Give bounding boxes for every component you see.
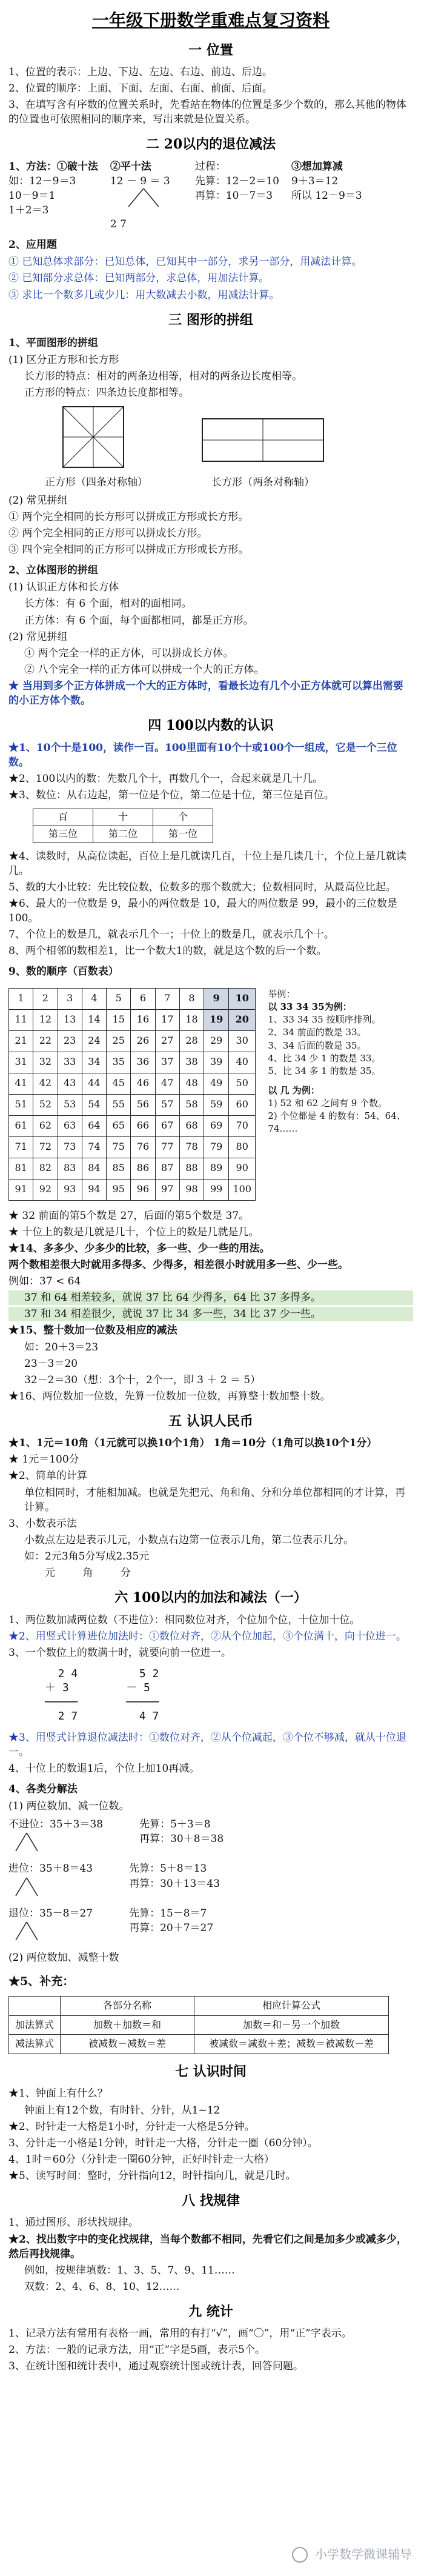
hundred-grid-cell: 76 — [131, 1136, 155, 1158]
supplement-heading: ★5、补充： — [8, 1975, 75, 1989]
hundred-grid-cell: 43 — [58, 1073, 82, 1094]
hundred-grid-cell: 11 — [9, 1009, 33, 1030]
hundred-grid-cell: 39 — [204, 1052, 229, 1073]
vertical-addition: 2 4 ＋ 3 ───── 2 7 — [45, 1667, 78, 1723]
solid-line: ② 八个完全一样的正方体可以拼成一个大的正方体。 — [24, 663, 265, 676]
position-line: 2、位置的顺序：上面、下面、左面、右面、前面、后面。 — [8, 82, 273, 95]
pattern-line: 1、通过图形、形状找规律。 — [8, 2217, 139, 2229]
pattern-line: 双数：2、4、6、8、10、12…… — [24, 2280, 180, 2293]
rectangle-figure: 长方形（两条对称轴） — [196, 404, 330, 489]
hundred-grid-cell: 90 — [229, 1158, 256, 1179]
hundred-grid-cell: 29 — [204, 1030, 229, 1052]
hundred-grid-heading: 9、数的顺序（百数表） — [8, 966, 119, 978]
practice-row: 退位：35－8＝27 先算：15－8＝7 再算：20＋7＝27 — [8, 1906, 413, 1947]
hundred-grid-cell: 26 — [131, 1030, 155, 1052]
hundred-grid-cell: 53 — [58, 1094, 82, 1115]
hundred-grid-cell: 65 — [107, 1115, 131, 1136]
hundred-grid-cell: 10 — [229, 988, 256, 1009]
time-line: 3、分针走一小格是1分钟，时针走一大格，分针走一圈（60分钟）。 — [8, 2137, 318, 2149]
money-line: 3、小数表示法 — [8, 1517, 77, 1530]
addition-line: 4、十位上的数退1后，个位上加10再减。 — [8, 1762, 200, 1775]
hundred-grid-cell: 56 — [131, 1094, 155, 1115]
hundred-grid-cell: 81 — [9, 1158, 33, 1179]
hundred-grid-cell: 59 — [204, 1094, 229, 1115]
hundred-grid-cell: 19 — [204, 1009, 229, 1030]
hundred-grid-cell: 86 — [131, 1158, 155, 1179]
hundred-grid-cell: 91 — [9, 1179, 33, 1200]
hundred-grid-cell: 38 — [179, 1052, 204, 1073]
application-line: ① 已知总体求部分：已知总体，已知其中一部分，求另一部分，用减法计算。 — [8, 256, 362, 269]
formula-table: 各部分名称 相应计算公式 加法算式 加数＋加数＝和 加数＝和－另一个加数 减法算式 被减数－减数＝差 被减数＝减数＋差；减数＝被减数－差 — [8, 1996, 389, 2054]
application-line: ② 已知部分求总体：已知两部分，求总体，用加法计算。 — [8, 272, 270, 285]
hundred-grid-row — [9, 1009, 256, 1030]
practice-no-carry: 不进位：35＋3＝38 — [8, 1817, 103, 1858]
money-line: 单位相同时，才能相加减。也就是先把元、角和角、分和分单位都相同的才计算，再计算。 — [24, 1486, 405, 1513]
split-tree-icon — [8, 1877, 69, 1898]
section-heading-time: 七 认识时间 — [175, 2064, 247, 2080]
hundred-grid-cell: 87 — [155, 1158, 179, 1179]
solid-note: ★ 当用到多个正方体拼成一个大的正方体时，看最长边有几个小正方体就可以算出需要的小正方体个数。 — [8, 680, 403, 707]
hundred-grid-row — [9, 1052, 256, 1073]
number-line: ★3、数位：从右边起，第一位是个位，第二位是十位，第三位是百位。 — [8, 789, 334, 801]
hundred-grid-cell: 98 — [179, 1179, 204, 1200]
hundred-grid-cell: 96 — [131, 1179, 155, 1200]
hundred-grid-cell: 30 — [229, 1030, 256, 1052]
hundred-grid-cell: 20 — [229, 1009, 256, 1030]
application-heading: 2、应用题 — [8, 239, 57, 252]
position-line: 3、在填写含有序数的位置关系时，先看站在物体的位置是多少个数的，那么其他的物体的位置也可依照相同的顺序来，写出来就是位置关系。 — [8, 99, 406, 126]
hundred-grid-cell: 93 — [58, 1179, 82, 1200]
hundred-grid-cell: 46 — [131, 1073, 155, 1094]
section-heading-position: 一 位置 — [188, 42, 233, 58]
planar-line: 长方形的特点：相对的两条边相等，相对的两条边长度相等。 — [24, 370, 302, 383]
hundred-grid-cell: 23 — [58, 1030, 82, 1052]
common-line: ② 两个完全相同的正方形可以拼成长方形。 — [8, 527, 208, 539]
hundred-grid-cell: 12 — [33, 1009, 58, 1030]
position-line: 1、位置的表示：上边、下边、左边、右边、前边、后边。 — [8, 65, 273, 78]
hundred-grid-cell: 33 — [58, 1052, 82, 1073]
vertical-subtraction: 5 2 － 5 ───── 4 7 — [126, 1667, 159, 1723]
common-line: ① 两个完全相同的长方形可以拼成正方形或长方形。 — [8, 510, 249, 523]
method-think-add: ③想加算减 9＋3＝12 所以 12－9＝3 — [291, 160, 362, 202]
hundred-grid-row — [9, 988, 256, 1009]
hundred-grid-cell: 49 — [204, 1073, 229, 1094]
hundred-grid-cell: 16 — [131, 1009, 155, 1030]
hundred-grid-cell: 74 — [82, 1136, 106, 1158]
hundred-grid-cell: 8 — [179, 988, 204, 1009]
money-line: 如：2元3角5分写成2.35元 — [24, 1550, 150, 1563]
hundred-grid — [8, 988, 256, 1201]
hundred-grid-cell: 47 — [155, 1073, 179, 1094]
planar-heading: 1、平面图形的拼组 — [8, 336, 98, 349]
hundred-grid-cell: 64 — [82, 1115, 106, 1136]
section-heading-numbers: 四 100以内数的认识 — [148, 718, 274, 734]
method-row — [8, 159, 413, 232]
hundred-grid-cell: 5 — [107, 988, 131, 1009]
hundred-grid-cell: 4 — [82, 988, 106, 1009]
hundred-grid-cell: 24 — [82, 1030, 106, 1052]
watermark: 小学数学微课辅导 — [292, 2546, 412, 2563]
hundred-grid-cell: 3 — [58, 988, 82, 1009]
hundred-grid-cell: 37 — [155, 1052, 179, 1073]
number-line: 8、两个相邻的数相差1，比一个数大1的数，就是这个数的后一个数。 — [8, 945, 327, 958]
hundred-grid-cell: 2 — [33, 988, 58, 1009]
hundred-grid-cell: 36 — [131, 1052, 155, 1073]
practice-row: 进位：35＋8＝43 先算：5＋8＝13 再算：30＋13＝43 — [8, 1861, 413, 1902]
hundred-grid-cell: 9 — [204, 988, 229, 1009]
hundred-grid-cell: 41 — [9, 1073, 33, 1094]
hundred-grid-cell: 66 — [131, 1115, 155, 1136]
hundred-grid-cell: 69 — [204, 1115, 229, 1136]
hundred-grid-cell: 88 — [179, 1158, 204, 1179]
hundred-grid-cell: 70 — [229, 1115, 256, 1136]
section-heading-shapes: 三 图形的拼组 — [168, 312, 253, 328]
page: 一年级下册数学重难点复习资料 一 位置 1、位置的表示：上边、下边、左边、右边、前边、后边。 2、位置的顺序：上面、下面、左面、右面、前面、后面。 3、在填写含有序数的位置关系时，先看站在物体的位置是多少个数的，那么其他的物体的位置也可依照相同的顺序来，写出来就是位置关系。 二 20以内的退位减法 1、方法：①破十法 如：12－9＝3 10－9＝1 1＋2＝3 ②平十法 12 － 9 ＝ 3 2 7 过程： 先算：12－2＝10 再算：10－7＝3 ③想加算减 9＋3＝12 所以 12－9＝3 2、应用题 ① 已知总体求部分：已知总体，已知其中一部分，求另一部分，用减法计算。 ② 已知部分求总体：已知两部分，求总体，用加法计算。 ③ 求比一个数多几或少几：用大数减去小数，用减法计算。 三 图形的拼组 1、平面图形的拼组 (1) 区分正方形和长方形 长方形的特点：相对的两条边相等，相对的两条边长度相等。 正方形的特点：四条边长度都相等。 正方形（四条对称轴） 长方形（两条对称轴） (2) 常见拼组 ① 两个完全相同的长方形可以拼成正方形或长方形。 ② 两个完全相同的正方形可以拼成长方形。 ③ 四个完全相同的正方形可以拼成正方形或长方形。 2、立体图形的拼组 (1) 认识正方体和长方体 长方体：有 6 个面，相对的面相同。 正方体：有 6 个面，每个面都相同，都是正方形。 (2) 常见拼组 ① 两个完全一样的正方体，可以拼成长方体。 ② 八个完全一样的正方体可以拼成一个大的正方体。 ★ 当用到多个正方体拼成一个大的正方体时，看最长边有几个小正方体就可以算出需要的小正方体个数。 四 100以内数的认识 ★1、10个十是100，读作一百。100里面有10个十或100个一组成，它是一个三位数。 ★2、100以内的数：先数几个十，再数几个一，合起来就是几十几。 ★3、数位：从右边起，第一位是个位，第二位是十位，第三位是百位。 百 十 个 第三位 第二位 第一位 ★4、读数时，从高位读起，百位上是几就读几百，十位上是几读几十，个位上是几就读几。 5、数的大小比较：先比较位数，位数多的那个数就大；位数相同时，从最高位比起。 ★6、最大的一位数是 9，最小的两位数是 10，最大的两位数是 99，最小的三位数是 100。 7、个位上的数是几，就表示几个一；十位上的数是几，就表示几个十。 8、两个相邻的数相差1，比一个数大1的数，就是这个数的后一个数。 9、数的顺序（百数表） 1 2 3 4 5 6 7 8 9 10 11 12 13 14 15 16 17 18 19 20 21 22 23 24 25 26 27 28 29 30 31 32 33 34 35 36 37 38 39 40 41 42 43 44 45 46 47 48 49 50 51 52 53 54 55 56 57 58 59 60 61 62 63 64 65 66 67 68 69 70 71 72 73 74 75 76 77 78 79 80 81 82 83 84 85 86 87 88 89 90 91 92 93 94 95 96 97 98 99 100 举例： 以 33 34 35为例： 1、33 34 35 按顺序排列。 2、34 前面的数是 33。 3、34 后面的数是 35。 4、比 34 少 1 的数是 33。 5、比 34 多 1 的数是 35。 以 几 为例： 1) 52 和 62 之间有 9 个数。 2) 个位都是 4 的数有：54、64、74…… ★ 32 前面的第5个数是 27，后面的第5个数是 37。 ★ 十位上的数是几就是几十，个位上的数是几就是几。 ★14、多多少、少多少的比较，多一些、少一些的用法。 两个数相差很大时就用多得多、少得多，相差很小时就用多一些、少一些。 例如：37 < 64 37 和 64 相差较多，就说 37 比 64 少得多，64 比 37 多得多。 37 和 34 相差很少，就说 37 比 34 多一些，34 比 37 少一些。 ★15、整十数加一位数及相应的减法 如：20＋3＝23 23－3＝20 32－2＝30（想：3个十，2个一，即 3 ＋ 2 ＝ 5） ★16、两位数加一位数，先算一位数加一位数，再算整十数加整十数。 五 认识人民币 ★1、1元＝10角（1元就可以换10个1角） 1角＝10分（1角可以换10个1分） ★ 1元＝100分 ★2、简单的计算 单位相同时，才能相加减。也就是先把元、角和角、分和分单位都相同的才计算，再计算。 3、小数表示法 小数点左边是表示几元，小数点右边第一位表示几角，第二位表示几分。 如：2元3角5分写成2.35元 元 角 分 六 100以内的加法和减法（一） 1、两位数加减两位数（不进位）：相同数位对齐，个位加个位，十位加十位。 ★2、用竖式计算进位加法时：①数位对齐，②从个位加起，③个位满十，向十位进一。 3、一个数位上的数满十时，就要向前一位进一。 2 4 ＋ 3 ───── 2 7 5 2 － 5 ───── 4 7 ★3、用竖式计算退位减法时：①数位对齐，②从个位减起，③个位不够减，就从十位退一。 4、十位上的数退1后，个位上加10再减。 4、各类分解法 (1) 两位数加、减一位数。 不进位：35＋3＝38 先算：5＋3＝8 再算：30＋8＝38 进位：35＋8＝43 先算：5＋8＝13 再算：30＋13＝43 退位：35－8＝27 先算：15－8＝7 再算：20＋7＝27 (2) 两位数加、减整十数 ★5、补充： 各部分名称 相应计算公式 加法算式 加数＋加数＝和 加数＝和－另一个加数 减法算式 被减数－减数＝差 被减数＝减数＋差；减数＝被减数－差 七 认识时间 ★1、钟面上有什么？ 钟面上有12个数，有时针、分针，从1~12 ★2、时针走一大格是1小时，分针走一大格是5分钟。 3、分针走一小格是1分钟，时针走一大格，分针走一圈（60分钟）。 4、1时＝60分（分针走一圈60分钟，正好时针走一大格） ★5、读写时间：整时，分针指向12，时针指向几，就是几时。 八 找规律 1、通过图形、形状找规律。 ★2、找出数字中的变化找规律，当每个数都不相同，先看它们之间是加多少或减多少，然后再找规律。 例如，按规律填数：1、3、5、7、9、11…… 双数：2、4、6、8、10、12…… 九 统计 1、记录方法有常用有表格一画，常用的有打“√”，画“〇”，用“正”字表示。 2、方法：一般的记录方法，用“正”字是5画，表示5个。 3、在统计图和统计表中，通过观察统计图或统计表，回答问题。 小学数学微课辅导 — [0, 0, 424, 2576]
hundred-grid-cell: 68 — [179, 1115, 204, 1136]
hundred-grid-cell: 82 — [33, 1158, 58, 1179]
hundred-grid-cell: 60 — [229, 1094, 256, 1115]
hundred-grid-cell: 83 — [58, 1158, 82, 1179]
hundred-grid-cell: 18 — [179, 1009, 204, 1030]
hundred-grid-cell: 44 — [82, 1073, 106, 1094]
hundred-grid-cell: 14 — [82, 1009, 106, 1030]
decomposition-tree — [110, 189, 183, 213]
hundred-grid-cell: 73 — [58, 1136, 82, 1158]
hundred-grid-cell: 58 — [179, 1094, 204, 1115]
page-title: 一年级下册数学重难点复习资料 — [91, 10, 330, 30]
hundred-grid-cell: 28 — [179, 1030, 204, 1052]
hundred-grid-cell: 84 — [82, 1158, 106, 1179]
solid-line: 长方体：有 6 个面，相对的面相同。 — [24, 598, 192, 610]
number-line: 37 和 64 相差较多，就说 37 比 64 少得多，64 比 37 多得多。 — [8, 1290, 413, 1305]
hundred-grid-cell: 51 — [9, 1094, 33, 1115]
split-tree-icon — [8, 1921, 69, 1943]
hundred-grid-cell: 63 — [58, 1115, 82, 1136]
section-heading-patterns: 八 找规律 — [182, 2193, 240, 2209]
stats-line: 1、记录方法有常用有表格一画，常用的有打“√”，画“〇”，用“正”字表示。 — [8, 2327, 352, 2340]
hundred-grid-cell: 21 — [9, 1030, 33, 1052]
number-line: 5、数的大小比较：先比较位数，位数多的那个数就大；位数相同时，从最高位比起。 — [8, 881, 396, 893]
number-line: ★14、多多少、少多少的比较，多一些、少一些的用法。 — [8, 1242, 270, 1255]
hundred-grid-cell: 62 — [33, 1115, 58, 1136]
time-line: ★2、时针走一大格是1小时，分针走一大格是5分钟。 — [8, 2120, 255, 2133]
section-heading-statistics: 九 统计 — [188, 2304, 233, 2320]
square-symmetry-icon — [51, 404, 142, 470]
section-heading-addition: 六 100以内的加法和减法（一） — [114, 1590, 307, 1606]
hundred-grid-cell: 31 — [9, 1052, 33, 1073]
hundred-grid-cell: 92 — [33, 1179, 58, 1200]
solid-line: (1) 认识正方体和长方体 — [8, 581, 119, 594]
number-line: ★15、整十数加一位数及相应的减法 — [8, 1324, 177, 1337]
money-line: 小数点左边是表示几元，小数点右边第一位表示几角，第二位表示几分。 — [24, 1533, 354, 1546]
addition-line: ★2、用竖式计算进位加法时：①数位对齐，②从个位加起，③个位满十，向十位进一。 — [8, 1630, 406, 1643]
hundred-grid-cell: 77 — [155, 1136, 179, 1158]
number-line: ★16、两位数加一位数，先算一位数加一位数，再算整十数加整十数。 — [8, 1390, 331, 1403]
hundred-grid-cell: 52 — [33, 1094, 58, 1115]
solid-heading: 2、立体图形的拼组 — [8, 564, 98, 577]
application-line: ③ 求比一个数多几或少几：用大数减去小数，用减法计算。 — [8, 289, 280, 301]
hundred-grid-cell: 72 — [33, 1136, 58, 1158]
hundred-grid-cell: 1 — [9, 988, 33, 1009]
solid-line: ① 两个完全一样的正方体，可以拼成长方体。 — [24, 647, 234, 659]
number-line: ★6、最大的一位数是 9，最小的两位数是 10，最大的两位数是 99，最小的三位数是 100。 — [8, 897, 398, 924]
hundred-grid-cell: 15 — [107, 1009, 131, 1030]
hundred-grid-cell: 13 — [58, 1009, 82, 1030]
stats-line: 3、在统计图和统计表中，通过观察统计图或统计表，回答问题。 — [8, 2360, 303, 2373]
practice-borrow: 退位：35－8＝27 — [8, 1906, 93, 1947]
number-line: 37 和 34 相差很少，就说 37 比 34 多一些，34 比 37 少一些。 — [8, 1307, 413, 1321]
stats-line: 2、方法：一般的记录方法，用“正”字是5画，表示5个。 — [8, 2344, 265, 2357]
hundred-grid-cell: 50 — [229, 1073, 256, 1094]
section-heading-money: 五 认识人民币 — [168, 1413, 253, 1429]
time-line: 钟面上有12个数，有时针、分针，从1~12 — [24, 2104, 220, 2117]
rectangle-symmetry-icon — [196, 404, 330, 470]
hundred-grid-cell: 40 — [229, 1052, 256, 1073]
solid-line: (2) 常见拼组 — [8, 630, 68, 643]
grid-notes: 举例： 以 33 34 35为例： 1、33 34 35 按顺序排列。 2、34 前面的数是 33。 3、34 后面的数是 35。 4、比 34 少 1 的数是 33。 5、比 34 多 1 的数是 35。 以 几 为例： 1) 52 和 62 之间有 9 个数。 2) 个位都是 4 的数有：54、64、74…… — [268, 988, 406, 1135]
money-line: ★2、简单的计算 — [8, 1470, 87, 1483]
hundred-grid-row — [9, 1094, 256, 1115]
vertical-calcs — [8, 1662, 413, 1729]
hundred-grid-cell: 78 — [179, 1136, 204, 1158]
hundred-grid-cell: 75 — [107, 1136, 131, 1158]
method-process: 过程： 先算：12－2＝10 再算：10－7＝3 — [194, 160, 279, 202]
addition-line: 1、两位数加减两位数（不进位）：相同数位对齐，个位加个位，十位加十位。 — [8, 1613, 360, 1626]
hundred-grid-cell: 7 — [155, 988, 179, 1009]
hundred-grid-cell: 32 — [33, 1052, 58, 1073]
wechat-icon — [292, 2547, 308, 2563]
number-line: ★ 十位上的数是几就是几十，个位上的数是几就是几。 — [8, 1226, 259, 1238]
hundred-grid-cell: 17 — [155, 1009, 179, 1030]
number-line: ★1、10个十是100，读作一百。100里面有10个十或100个一组成，它是一个三位数。 — [8, 741, 397, 769]
money-line: ★ 1元＝100分 — [8, 1453, 79, 1466]
hundred-grid-cell: 48 — [179, 1073, 204, 1094]
hundred-grid-row — [9, 1030, 256, 1052]
common-line: ③ 四个完全相同的正方形可以拼成正方形或长方形。 — [8, 544, 249, 556]
hundred-grid-cell: 97 — [155, 1179, 179, 1200]
hundred-grid-cell: 25 — [107, 1030, 131, 1052]
hundred-grid-cell: 35 — [107, 1052, 131, 1073]
hundred-grid-cell: 67 — [155, 1115, 179, 1136]
practice-carry: 进位：35＋8＝43 — [8, 1861, 93, 1902]
solid-line: 正方体：有 6 个面，每个面都相同，都是正方形。 — [24, 614, 254, 627]
hundred-grid-cell: 80 — [229, 1136, 256, 1158]
hundred-grid-row — [8, 982, 413, 1207]
hundred-grid-cell: 61 — [9, 1115, 33, 1136]
hundred-grid-row — [9, 1136, 256, 1158]
place-value-table: 百 十 个 第三位 第二位 第一位 — [33, 809, 213, 843]
hundred-grid-cell: 100 — [229, 1179, 256, 1200]
hundred-grid-row — [9, 1158, 256, 1179]
planar-line: 正方形的特点：四条边长度都相等。 — [24, 387, 189, 399]
hundred-grid-cell: 34 — [82, 1052, 106, 1073]
method-break-ten: 1、方法：①破十法 如：12－9＝3 10－9＝1 1＋2＝3 — [8, 160, 98, 217]
number-line: ★2、100以内的数：先数几个十，再数几个一，合起来就是几十几。 — [8, 772, 323, 785]
hundred-grid-cell: 85 — [107, 1158, 131, 1179]
hundred-grid-row — [9, 1073, 256, 1094]
time-line: ★5、读写时间：整时，分针指向12，时针指向几，就是几时。 — [8, 2170, 296, 2183]
hundred-grid-cell: 99 — [204, 1179, 229, 1200]
number-line: 例如：37 < 64 — [8, 1275, 81, 1287]
hundred-grid-cell: 22 — [33, 1030, 58, 1052]
addition-line: ★3、用竖式计算退位减法时：①数位对齐，②从个位减起，③个位不够减，就从十位退一。 — [8, 1731, 406, 1758]
hundred-grid-cell: 57 — [155, 1094, 179, 1115]
number-line: ★4、读数时，从高位读起，百位上是几就读几百，十位上是几读几十，个位上是几就读几。 — [8, 850, 406, 877]
hundred-grid-cell: 45 — [107, 1073, 131, 1094]
hundred-grid-cell: 79 — [204, 1136, 229, 1158]
money-line: ★1、1元＝10角（1元就可以换10个1角） 1角＝10分（1角可以换10个1分） — [8, 1437, 377, 1450]
money-units: 元 角 分 — [45, 1567, 143, 1580]
hundred-grid-cell: 95 — [107, 1179, 131, 1200]
hundred-grid-cell: 6 — [131, 988, 155, 1009]
common-heading: (2) 常见拼组 — [8, 494, 68, 507]
hundred-grid-cell: 42 — [33, 1073, 58, 1094]
shape-figures — [8, 404, 413, 489]
method-level-ten: ②平十法 12 － 9 ＝ 3 2 7 — [110, 159, 183, 232]
time-line: ★1、钟面上有什么？ — [8, 2087, 108, 2100]
hundred-grid-cell: 94 — [82, 1179, 106, 1200]
hundred-grid-cell: 27 — [155, 1030, 179, 1052]
number-line: 两个数相差很大时就用多得多、少得多，相差很小时就用多一些、少一些。 — [8, 1258, 348, 1271]
practice-row: 不进位：35＋3＝38 先算：5＋3＝8 再算：30＋8＝38 — [8, 1817, 413, 1858]
practice-heading: 4、各类分解法 — [8, 1783, 78, 1795]
square-figure: 正方形（四条对称轴） — [45, 404, 148, 489]
planar-line: (1) 区分正方形和长方形 — [8, 354, 119, 367]
number-line: 7、个位上的数是几，就表示几个一；十位上的数是几，就表示几个十。 — [8, 929, 334, 941]
addition-line: 3、一个数位上的数满十时，就要向前一位进一。 — [8, 1646, 231, 1659]
hundred-grid-cell: 89 — [204, 1158, 229, 1179]
split-tree-icon — [8, 1832, 69, 1854]
pattern-line: 例如，按规律填数：1、3、5、7、9、11…… — [24, 2264, 235, 2277]
hundred-grid-cell: 55 — [107, 1094, 131, 1115]
hundred-grid-cell: 71 — [9, 1136, 33, 1158]
hundred-grid-row — [9, 1179, 256, 1200]
time-line: 4、1时＝60分（分针走一圈60分钟，正好时针走一大格） — [8, 2153, 274, 2166]
hundred-grid-row — [9, 1115, 256, 1136]
pattern-line: ★2、找出数字中的变化找规律，当每个数都不相同，先看它们之间是加多少或减多少，然后再找规律。 — [8, 2233, 407, 2260]
number-line: ★ 32 前面的第5个数是 27，后面的第5个数是 37。 — [8, 1209, 250, 1222]
section-heading-subtraction: 二 20以内的退位减法 — [145, 136, 276, 153]
hundred-grid-cell: 54 — [82, 1094, 106, 1115]
